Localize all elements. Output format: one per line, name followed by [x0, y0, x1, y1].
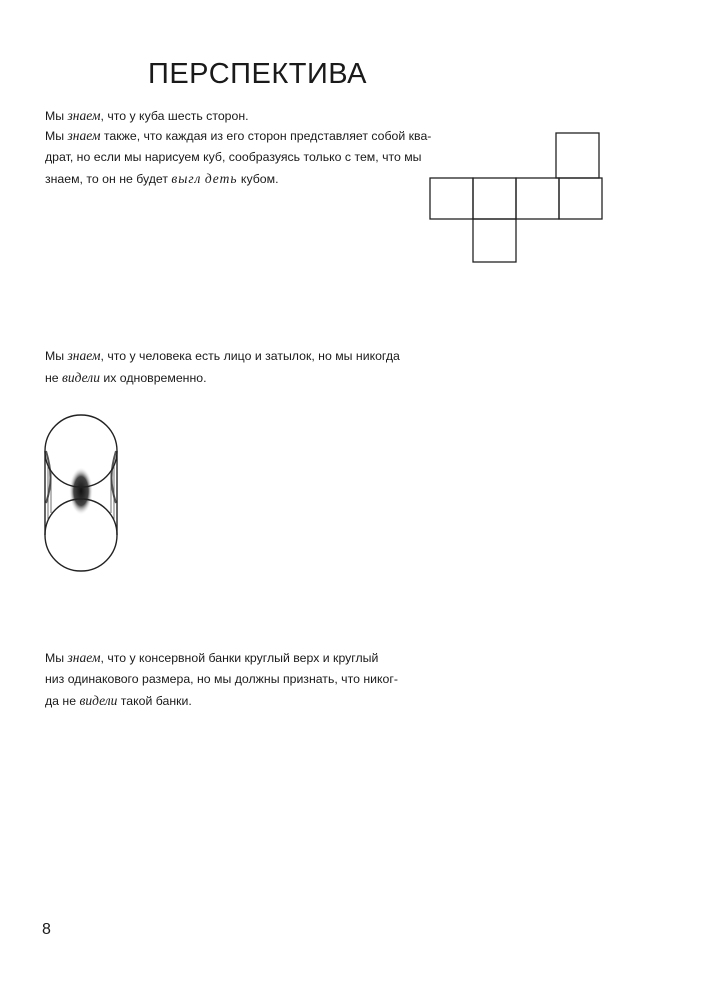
text-run: да не: [45, 694, 80, 708]
cube-net-face: [473, 219, 516, 262]
page-title: ПЕРСПЕКТИВА: [148, 58, 368, 90]
text-run: , что у куба шесть сторон.: [100, 109, 249, 123]
text-run: , что у человека есть лицо и затылок, но мы никогда: [100, 349, 400, 363]
emphasis-word: видели: [62, 370, 100, 385]
text-run: Мы: [45, 109, 68, 123]
text-run: такой банки.: [117, 694, 192, 708]
cube-net-illustration: [429, 132, 605, 264]
cube-net-face: [559, 178, 602, 219]
emphasis-word: видели: [79, 693, 118, 708]
emphasis-word: знаем: [67, 128, 101, 143]
paragraph-cube-sides: [45, 105, 445, 127]
cube-net-face: [516, 178, 559, 219]
cube-net-face: [556, 133, 599, 178]
cylinder-pinch-shadow: [69, 467, 93, 515]
text-run: знаем, то он не будет: [45, 172, 172, 186]
text-run: кубом.: [237, 172, 279, 186]
paragraph-face-back: [45, 345, 445, 389]
text-run: низ одинакового размера, но мы должны признать, что никог-: [45, 672, 398, 686]
text-run: Мы: [45, 349, 68, 363]
text-run: Мы: [45, 129, 68, 143]
page-number: 8: [42, 921, 51, 938]
text-run: , что у консервной банки круглый верх и круглый: [100, 651, 379, 665]
emphasis-word: знаем: [67, 348, 101, 363]
emphasis-word: знаем: [67, 650, 101, 665]
paragraph-tin-can: [45, 647, 445, 712]
text-run: драт, но если мы нарисуем куб, сообразуясь только с тем, что мы: [45, 150, 422, 164]
cylinder-two-circles-illustration: [40, 405, 122, 583]
emphasis-word: выгл: [171, 171, 202, 186]
cube-net-face: [473, 178, 516, 219]
text-run: также, что каждая из его сторон представляет собой ква-: [100, 129, 432, 143]
text-run: Мы: [45, 651, 68, 665]
paragraph-cube-squares: [45, 125, 450, 190]
text-run: не: [45, 371, 63, 385]
text-run: их одновременно.: [99, 371, 207, 385]
emphasis-word: деть: [204, 171, 238, 186]
emphasis-word: знаем: [67, 108, 101, 123]
cube-net-face: [430, 178, 473, 219]
